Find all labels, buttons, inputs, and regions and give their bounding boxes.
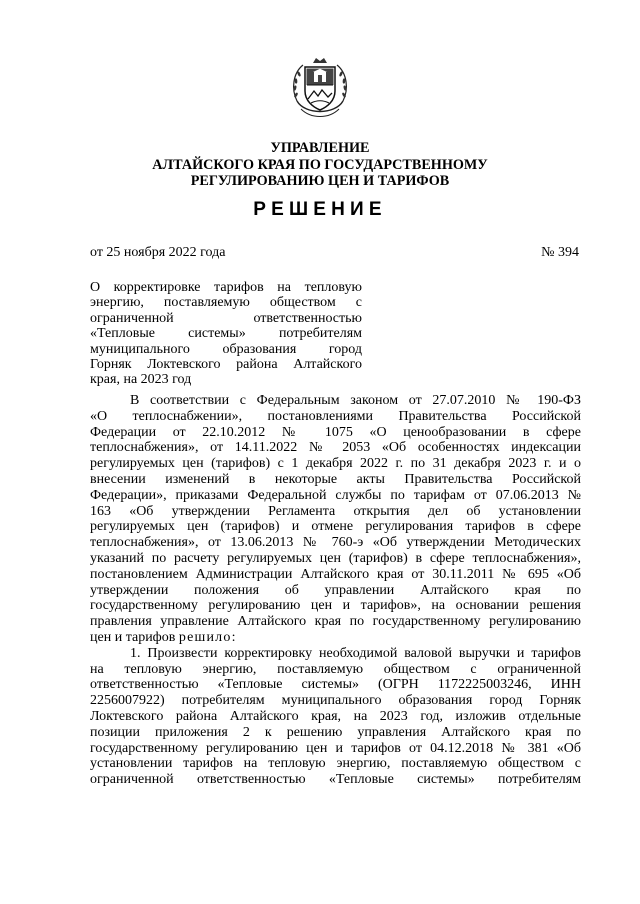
body-line: указаний по расчету регулируемых цен (тарифов) в сфере теплоснабжения», [90, 550, 581, 566]
decided-word: решило [178, 629, 232, 645]
body-line: ответственностью «Тепловые системы» (ОГРН 1172225003246, ИНН [90, 677, 581, 693]
body-line: установлении тарифов на тепловую энергию, поставляемую обществом с [90, 756, 581, 772]
body-line: теплоснабжения», от 14.11.2022 № 2053 «Об особенностях индексации [90, 440, 581, 456]
body-line: регулируемых цен (тарифов) с 1 декабря 2022 г. по 31 декабря 2023 г. и о [90, 456, 581, 472]
document-body [90, 393, 581, 788]
body-line: В соответствии с Федеральным законом от 27.07.2010 № 190-ФЗ [130, 393, 581, 408]
subject-line: края, на 2023 год [90, 372, 192, 388]
coat-of-arms-emblem [287, 55, 353, 125]
subject-line: О корректировке тарифов на тепловую [90, 280, 362, 295]
body-line: 2256007922) потребителям муниципального образования город Горняк [90, 693, 581, 709]
subject-line: энергию, поставляемую обществом с [90, 295, 362, 311]
subject-line: «Тепловые системы» потребителям [90, 326, 362, 342]
body-line: ограниченной ответственностью «Тепловые системы» потребителям [90, 772, 581, 788]
body-line: на тепловую энергию, поставляемую обществом с ограниченной [90, 661, 581, 677]
authority-line: УПРАВЛЕНИЕ [270, 140, 370, 156]
body-line: 1. Произвести корректировку необходимой валовой выручки и тарифов [130, 645, 581, 661]
body-line: регулируемых цен (тарифов) и отмене регулирования тарифов в сфере [90, 519, 581, 535]
body-line: внесении изменений в некоторые акты Правительства Российской [90, 471, 581, 487]
body-line: Локтевского района Алтайского края, на 2023 год, изложив отдельные [90, 708, 581, 724]
document-number: № 394 [541, 245, 579, 260]
document-type-title: РЕШЕНИЕ [253, 199, 387, 220]
body-line: позиции приложения 2 к решению управления Алтайского края по [90, 724, 581, 740]
body-line: государственному регулированию цен и тарифов от 04.12.2018 № 381 «Об [90, 740, 581, 756]
body-line: утверждении положения об управлении Алтайского края по [90, 582, 581, 598]
authority-line: АЛТАЙСКОГО КРАЯ ПО ГОСУДАРСТВЕННОМУ [152, 156, 488, 173]
document-subject [90, 280, 362, 388]
body-line: государственному регулированию цен и тарифов», на основании решения [90, 598, 581, 614]
subject-line: муниципального образования город [90, 341, 362, 357]
issuing-authority [90, 140, 550, 190]
colon: : [231, 629, 236, 645]
body-line: 163 «Об утверждении Регламента открытия дел об установлении [90, 503, 581, 519]
subject-line: ограниченной ответственностью [90, 310, 362, 326]
body-line: «О теплоснабжении», постановлениями Правительства Российской [90, 408, 581, 424]
body-line: теплоснабжения», от 13.06.2013 № 760-э «Об утверждении Методических [90, 535, 581, 551]
authority-line: РЕГУЛИРОВАНИЮ ЦЕН И ТАРИФОВ [190, 173, 450, 189]
body-line: правления управление Алтайского края по государственному регулированию [90, 614, 581, 630]
document-date: от 25 ноября 2022 года [90, 245, 226, 260]
body-line-decision [90, 630, 581, 646]
body-line: Федерации от 22.10.2012 № 1075 «О ценообразовании в сфере [90, 424, 581, 440]
body-line: Федерации», приказами Федеральной службы по тарифам от 07.06.2013 № [90, 487, 581, 503]
body-line: постановлением Администрации Алтайского края от 30.11.2011 № 695 «Об [90, 566, 581, 582]
subject-line: Горняк Локтевского района Алтайского [90, 357, 362, 373]
body-line-prefix: цен и тарифов [90, 629, 179, 645]
